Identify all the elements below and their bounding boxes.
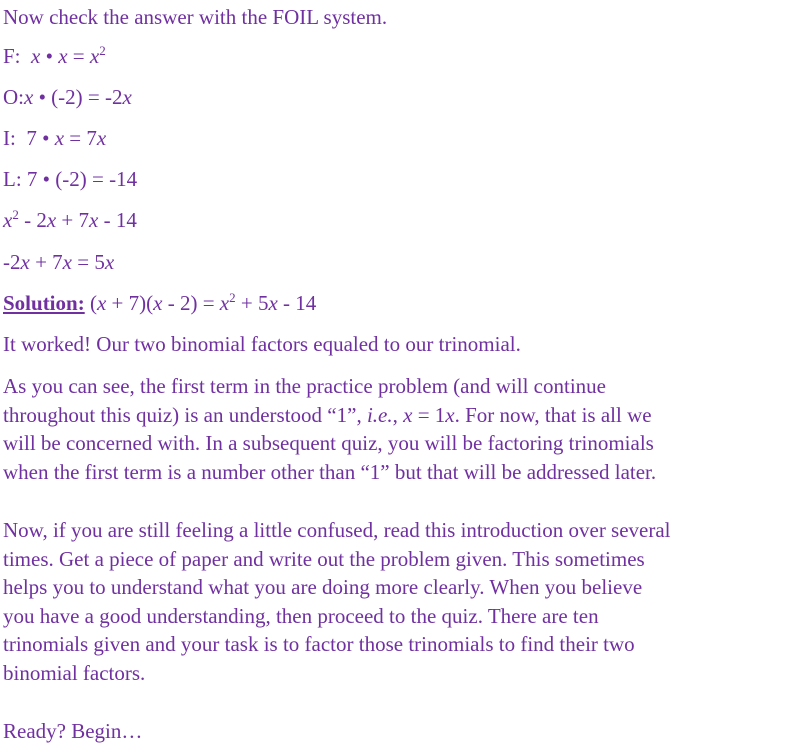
var-x: x [96,291,107,315]
expression-part: + 7 [56,208,89,232]
expression-part: + 7)( [106,291,154,315]
exponent: 2 [229,290,236,305]
foil-outer-label: O: [3,85,24,109]
expression-part: + 5 [235,291,269,315]
expression-part: + 7 [29,250,63,274]
var-x: x [96,126,107,150]
dot-operator: • [40,44,59,68]
text-run: i.e. [366,402,393,427]
paragraph-line [3,401,801,430]
var-x: x [153,291,163,315]
var-x: x [268,291,278,315]
exponent: 2 [12,207,19,222]
expression-part: -2 [3,250,21,274]
foil-inner-line [3,126,106,150]
var-x: x [403,402,413,427]
solution-label: Solution: [3,291,85,315]
text-run: , [392,402,404,427]
var-x: x [89,44,100,68]
var-x: x [46,208,57,232]
paragraph-line: helps you to understand what you are doing more clearly. When you believe [3,575,643,599]
var-x: x [58,44,68,68]
expression-part: ( [84,291,97,315]
paragraph-line: will be concerned with. In a subsequent quiz, you will be factoring trinomials [3,431,654,455]
middle-term-line [3,250,114,274]
expression-part: - 2) = [162,291,220,315]
combined-expression-line [3,208,137,235]
var-x: x [24,85,34,109]
expression-part: = 7 [64,126,97,150]
text-run: throughout this quiz) is an understood “1”, [3,402,367,427]
expression-part: - 14 [98,208,137,232]
expression-part: = 5 [72,250,105,274]
paragraph-line: binomial factors. [3,660,146,685]
var-x: x [3,208,13,232]
paragraph-line: you have a good understanding, then proceed to the quiz. There are ten [3,603,599,628]
foil-first-line [3,44,106,71]
paragraph-line: Now, if you are still feeling a little confused, read this introduction over several [3,518,671,542]
paragraph-line: As you can see, the first term in the practice problem (and will continue [3,374,606,398]
intro-line: Now check the answer with the FOIL system. [3,5,388,29]
text-run: . For now, that is all we [454,402,652,427]
var-x: x [31,44,41,68]
solution-line [3,291,316,318]
equals: = [67,44,90,68]
paragraph-line: times. Get a piece of paper and write out the problem given. This sometimes [3,546,645,571]
paragraph-line: trinomials given and your task is to factor those trinomials to find their two [3,632,635,656]
foil-first-label: F: [3,44,21,68]
explanation-paragraph [3,372,801,486]
var-x: x [20,250,30,274]
foil-last-line: L: 7 • (-2) = -14 [3,167,138,191]
worked-line: It worked! Our two binomial factors equaled to our trinomial. [3,332,521,356]
var-x: x [122,85,132,109]
expression-part: - 2 [18,208,47,232]
var-x: x [104,250,115,274]
expression-part: 7 • [26,126,55,150]
foil-outer-line [3,85,132,109]
text-run: = 1 [412,402,446,427]
advice-paragraph [3,516,801,687]
paragraph-line: when the first term is a number other than “1” but that will be addressed later. [3,459,657,484]
var-x: x [89,208,99,232]
expression-part: - 14 [277,291,317,315]
expression-part: • (-2) = -2 [33,85,123,109]
var-x: x [445,402,455,427]
var-x: x [219,291,230,315]
foil-inner-label: I: [3,126,16,150]
var-x: x [54,126,65,150]
exponent: 2 [99,43,106,58]
var-x: x [62,250,72,274]
ready-line: Ready? Begin… [3,719,143,743]
